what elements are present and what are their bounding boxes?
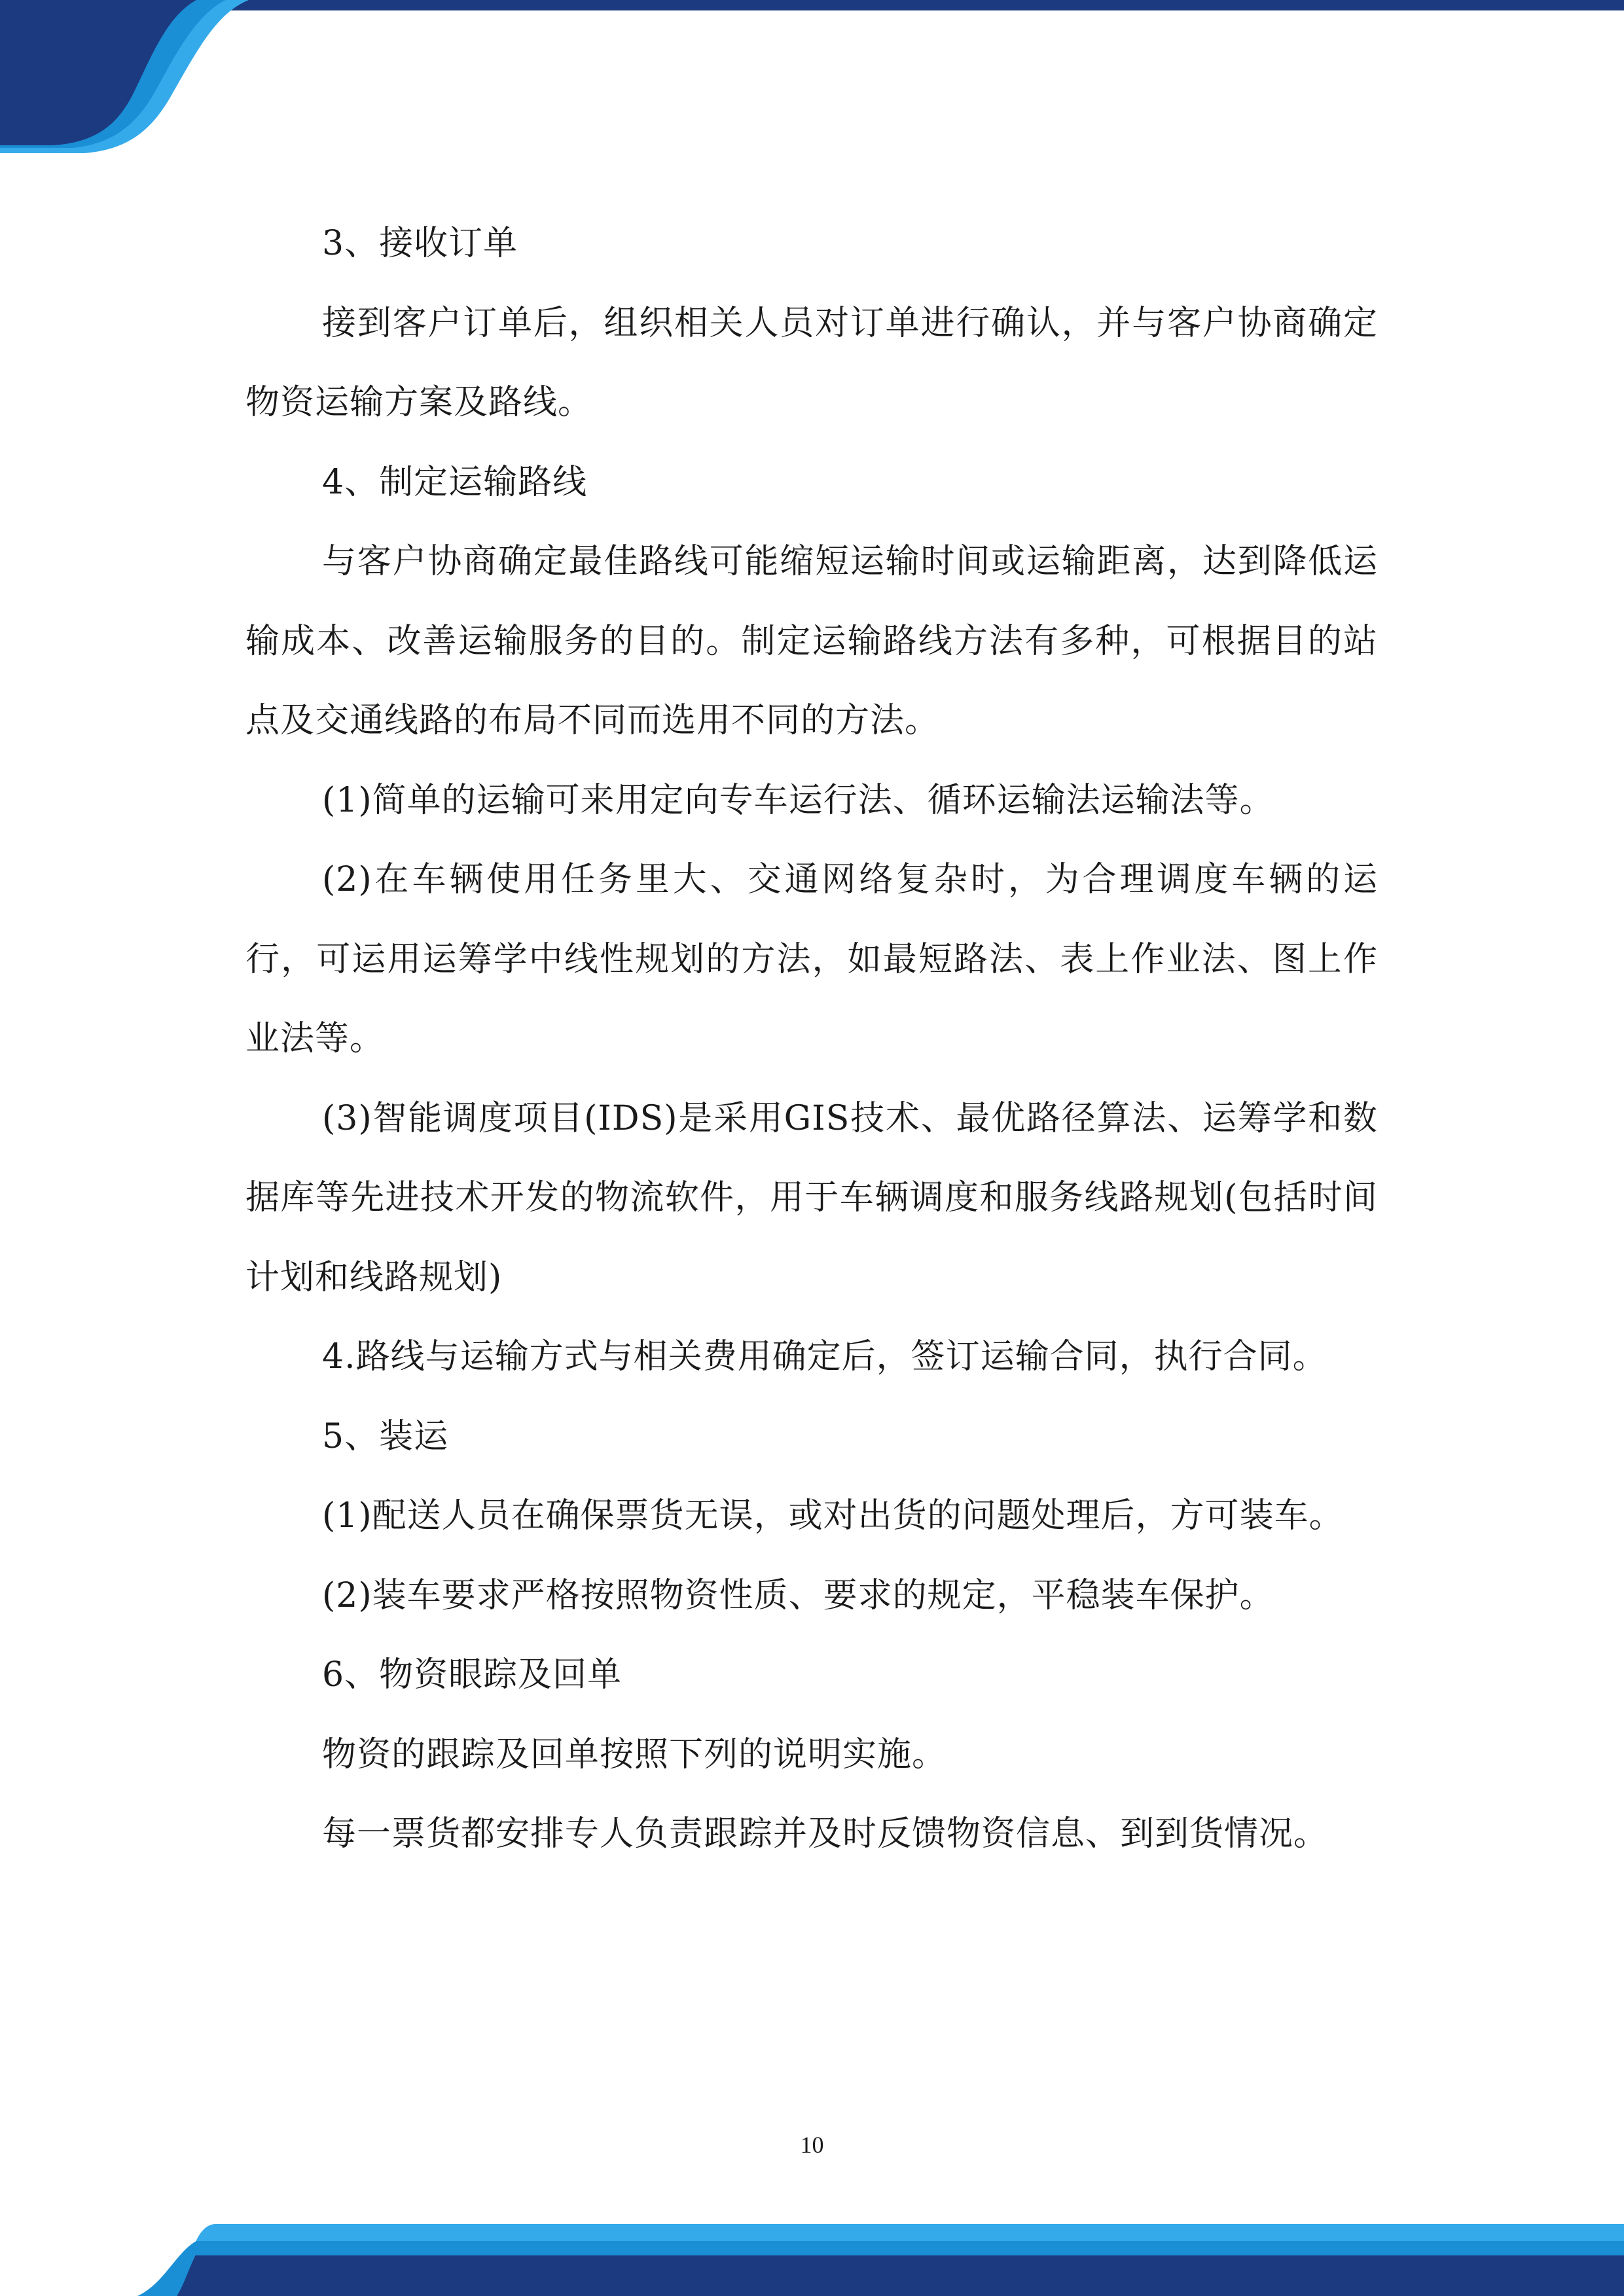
bottom-left-curve: [0, 2241, 200, 2296]
paragraph-contract: 4.路线与运输方式与相关费用确定后，签订运输合同，执行合同。: [322, 1337, 1327, 1376]
section-heading-tracking: 6、物资眼踪及回单: [322, 1655, 623, 1695]
section-heading-route-planning: 4、制定运输路线: [322, 462, 588, 502]
section-heading-receive-order: 3、接收订单: [322, 224, 518, 263]
section-heading-loading: 5、装运: [322, 1416, 449, 1456]
bottom-navy-stripe: [177, 2253, 1624, 2296]
top-wave-banner: [0, 0, 1624, 157]
paragraph-loading-2: (2)装车要求严格按照物资性质、要求的规定，平稳装车保护。: [322, 1575, 1274, 1615]
bottom-blue-stripe: [191, 2241, 1624, 2255]
paragraph-route-intro: 与客户协商确定最佳路线可能缩短运输时间或运输距离，达到降低运输成本、改善运输服务的目的。制定运输路线方法有多种，可根据目的站点及交通线路的布局不同而选用不同的方法。: [245, 542, 1378, 740]
paragraph-method-3: (3)智能调度项目(IDS)是采用GIS技术、最优路径算法、运筹学和数据库等先进技术开发的物流软件，用于车辆调度和服务线路规划(包括时间计划和线路规划): [245, 1098, 1378, 1297]
paragraph-loading-1: (1)配送人员在确保票货无误，或对出货的问题处理后，方可装车。: [322, 1496, 1344, 1535]
paragraph-tracking-1: 物资的跟踪及回单按照下列的说明实施。: [322, 1734, 947, 1774]
bottom-wave-banner: [0, 2212, 1624, 2296]
page-content: [245, 204, 1378, 1874]
paragraph-method-1: (1)简单的运输可来用定向专车运行法、循环运输法运输法等。: [322, 780, 1274, 820]
page-number: 10: [800, 2132, 824, 2158]
paragraph-method-2: (2)在车辆使用任务里大、交通网络复杂时，为合理调度车辆的运行，可运用运筹学中线性规划的方法，如最短路法、表上作业法、图上作业法等。: [245, 860, 1378, 1058]
paragraph-tracking-2: 每一票货都安排专人负责跟踪并及时反馈物资信息、到到货情况。: [322, 1814, 1329, 1854]
paragraph-receive-order: 接到客户订单后，组织相关人员对订单进行确认，并与客户协商确定物资运输方案及路线。: [245, 303, 1378, 422]
